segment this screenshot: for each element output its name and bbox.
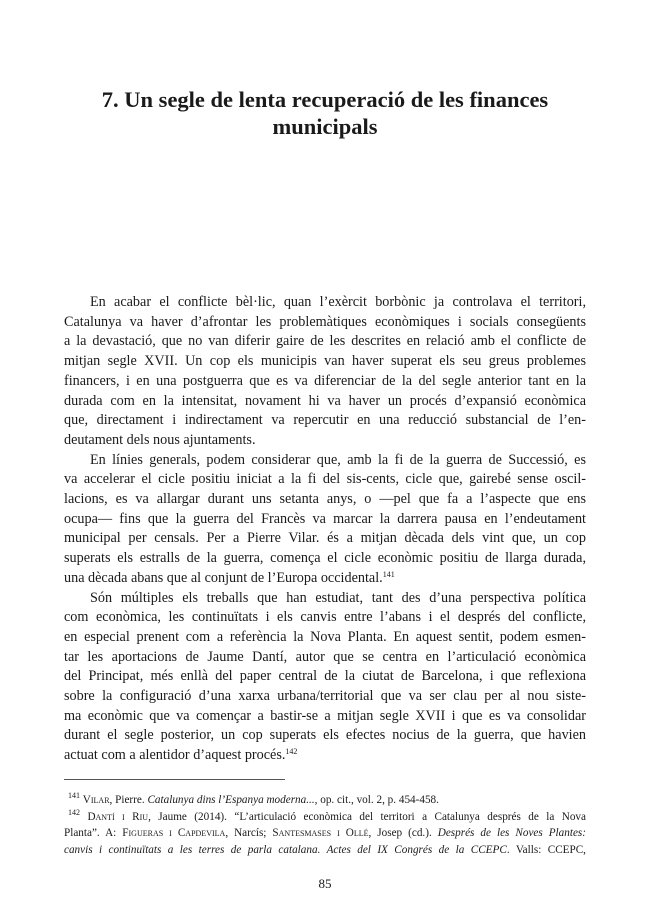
footnote-author: Vilar bbox=[82, 794, 110, 806]
footnotes bbox=[64, 792, 586, 858]
text-line: que, directament i indirectament va repercutir en una reducció substancial de l’en- bbox=[64, 412, 586, 429]
footnote-142-line-3 bbox=[64, 842, 586, 859]
footnote-separator bbox=[64, 779, 285, 780]
footnote-work-title: Després de les Noves Plantes: bbox=[437, 827, 586, 839]
footnote-text: , Josep (cd.). bbox=[368, 827, 438, 839]
chapter-title-line-1: 7. Un segle de lenta recuperació de les finances bbox=[101, 87, 549, 112]
text-line: va accelerar el cicle positiu iniciat a la fi del sis-cents, cicle que, gairebé sense oscil- bbox=[64, 471, 586, 488]
text-line-content: una dècada abans que al conjunt de l’Europa occidental. bbox=[64, 569, 383, 586]
footnote-text: , Narcís; bbox=[225, 827, 273, 839]
text-line: lacions, es va allargar durant uns setanta anys, o —pel que fa a l’aspecte que ens bbox=[64, 491, 586, 508]
footnote-number: 142 bbox=[68, 808, 80, 817]
footnote-text: op. cit., vol. 2, p. 454-458. bbox=[317, 794, 439, 806]
text-line: En acabar el conflicte bèl·lic, quan l’exèrcit borbònic ja controlava el territori, bbox=[90, 294, 586, 310]
text-line: En línies generals, podem considerar que, amb la fi de la guerra de Successió, es bbox=[90, 451, 586, 468]
text-line: financers, i en una postguerra que es va diferenciar de la del segle anterior tant en la bbox=[64, 372, 586, 389]
footnote-ref-142[interactable]: 142 bbox=[285, 747, 298, 757]
chapter-title bbox=[64, 86, 586, 140]
footnote-text: . Valls: CCEPC, bbox=[506, 843, 586, 856]
text-line: Són múltiples els treballs que han estudiat, tant des d’una perspectiva política bbox=[90, 589, 586, 606]
text-line-content: actuat com a alentidor d’aquest procés. bbox=[64, 747, 286, 764]
footnote-142-line-2 bbox=[64, 825, 586, 842]
footnote-141 bbox=[64, 792, 586, 809]
text-line: durant el segle posterior, un cop superats els efectes nocius de la guerra, que havien bbox=[64, 727, 586, 744]
text-line: deutament dels nous ajuntaments. bbox=[64, 431, 256, 448]
text-line: municipal per censals. Per a Pierre Vilar. és a mitjan dècada dels vint que, un cop bbox=[64, 530, 586, 547]
footnote-number: 141 bbox=[68, 792, 80, 800]
text-line: com econòmica, les continuïtats i els canvis entre l’abans i el després del conflicte, bbox=[64, 609, 586, 626]
paragraph-1 bbox=[64, 293, 586, 451]
footnote-text: Planta”. A: bbox=[64, 827, 123, 839]
text-line: a la devastació, que no van diferir gaire de les descrites en relació amb el conflicte de bbox=[64, 333, 586, 350]
text-line bbox=[64, 746, 586, 766]
chapter-title-line-2: municipals bbox=[272, 114, 378, 139]
footnote-work-title: Catalunya dins l’Espanya moderna..., bbox=[147, 794, 318, 806]
footnote-author: Dantí i Riu bbox=[87, 810, 149, 823]
text-line: superats els estralls de la guerra, comença el cicle econòmic positiu de llarga durada, bbox=[64, 550, 586, 567]
footnote-142-line-1 bbox=[64, 809, 586, 826]
page-number: 85 bbox=[318, 876, 332, 891]
text-line: mitjan segle XVII. Un cop els municipis van haver superat els seu greus problemes bbox=[64, 353, 586, 370]
body-text bbox=[64, 293, 586, 766]
paragraph-2 bbox=[64, 451, 586, 589]
footnote-editor: Santesmases i Ollé bbox=[272, 827, 369, 839]
text-line: en especial prenent com a referència la Nova Planta. En aquest sentit, podem esmen- bbox=[64, 628, 586, 645]
footnote-text: , Pierre. bbox=[109, 794, 148, 806]
footnote-work-title: canvis i continuïtats a les terres de parla catalana. Actes del IX Congrés de la CCEPC bbox=[64, 843, 507, 856]
text-line: tar les aportacions de Jaume Dantí, autor que se centra en l’articulació econòmica bbox=[64, 648, 586, 665]
footnote-editor: Figueras i Capdevila bbox=[122, 827, 226, 839]
text-line: del Principat, més enllà del paper central de la ciutat de Barcelona, i que reflexiona bbox=[64, 668, 586, 685]
text-line bbox=[64, 569, 586, 589]
paragraph-3 bbox=[64, 589, 586, 766]
text-line: ocupa— fins que la guerra del Francès va marcar la darrera pausa en l’endeutament bbox=[64, 510, 586, 527]
text-line: durada com en la intensitat, novament hi va haver un procés d’expansió econòmica bbox=[64, 392, 586, 409]
footnote-ref-141[interactable]: 141 bbox=[382, 569, 395, 579]
footnote-text: , Jaume (2014). “L’articulació econòmica del territori a Catalunya després de la Nova bbox=[148, 810, 586, 823]
text-line: Catalunya va haver d’afrontar les problemàtiques econòmiques i socials consegüents bbox=[64, 313, 586, 330]
text-line: sobre la configuració d’una xarxa urbana/territorial que va ser clau per al nou siste- bbox=[64, 688, 586, 705]
text-line: ma econòmic que va començar a bastir-se a mitjan segle XVII i que es va consolidar bbox=[64, 707, 586, 724]
